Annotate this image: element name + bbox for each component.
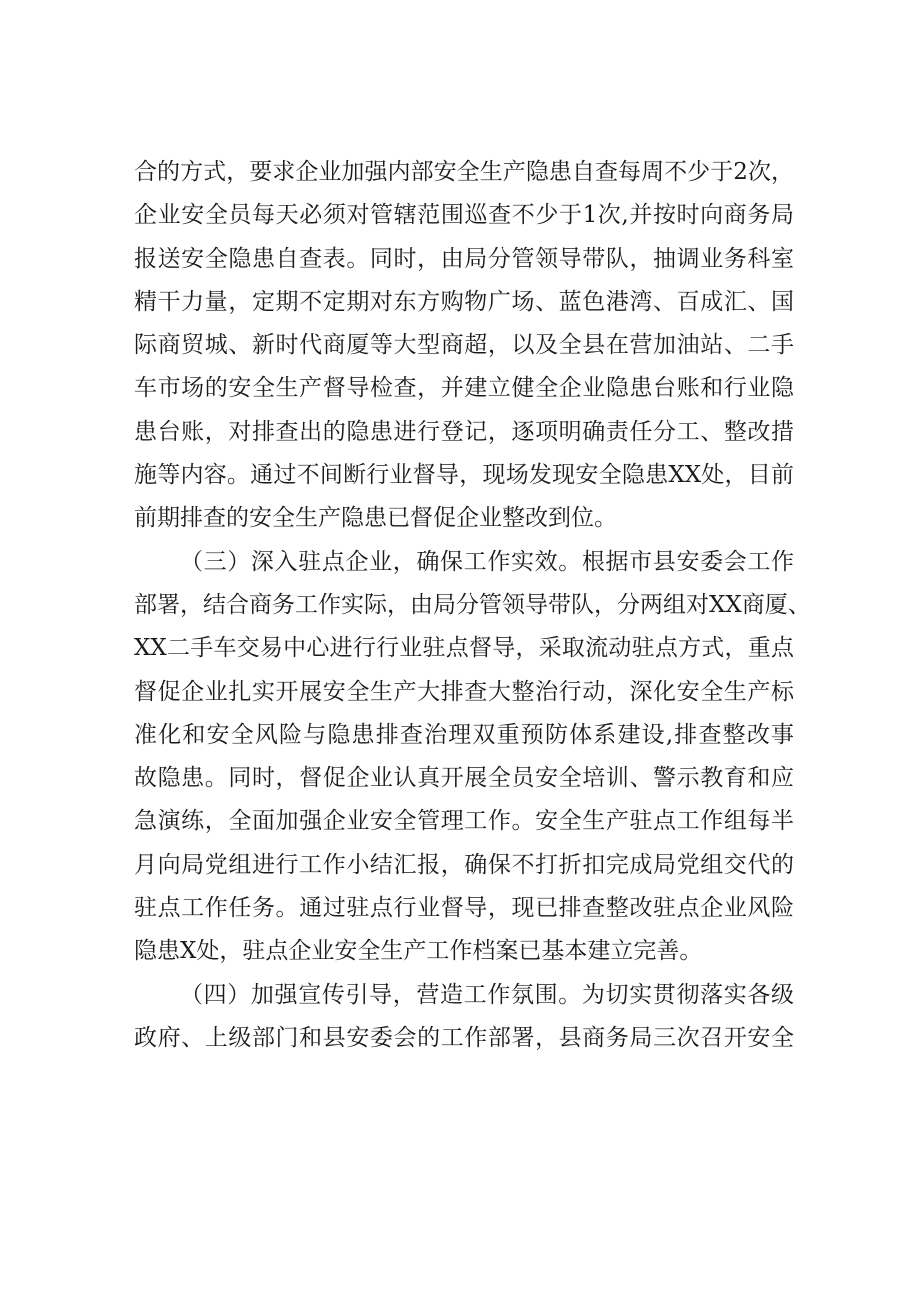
text-line-1: 合的方式，要求企业加强内部安全生产隐患自查每周不少于2次， xyxy=(134,159,794,185)
text-line-12: XX二手车交易中心进行行业驻点督导，采取流动驻点方式，重点 xyxy=(134,635,794,662)
text-line-4: 精干力量，定期不定期对东方购物广场、蓝色港湾、百成汇、国 xyxy=(134,288,794,315)
text-line-7: 患台账，对排查出的隐患进行登记，逐项明确责任分工、整改措 xyxy=(134,418,794,445)
text-line-13: 督促企业扎实开展安全生产大排查大整治行动，深化安全生产标 xyxy=(134,678,794,705)
text-line-11: 部署，结合商务工作实际，由局分管领导带队，分两组对XX商厦、 xyxy=(134,591,811,618)
text-line-20: （四）加强宣传引导，营造工作氛围。为切实贯彻落实各级 xyxy=(180,981,794,1008)
text-line-17: 月向局党组进行工作小结汇报，确保不打折扣完成局党组交代的 xyxy=(134,851,794,878)
text-line-15: 故隐患。同时，督促企业认真开展全员安全培训、警示教育和应 xyxy=(134,765,794,792)
text-line-21: 政府、上级部门和县安委会的工作部署，县商务局三次召开安全 xyxy=(134,1024,794,1051)
text-line-9: 前期排查的安全生产隐患已督促企业整改到位。 xyxy=(134,505,617,532)
text-line-8: 施等内容。通过不间断行业督导，现场发现安全隐患XX处，目前 xyxy=(134,462,794,489)
document-body xyxy=(134,151,811,1060)
text-line-18: 驻点工作任务。通过驻点行业督导，现已排查整改驻点企业风险 xyxy=(134,895,794,922)
text-line-2: 企业安全员每天必须对管辖范围巡查不少于1次,并按时向商务局 xyxy=(134,202,794,229)
text-line-3: 报送安全隐患自查表。同时，由局分管领导带队，抽调业务科室 xyxy=(134,245,794,272)
text-line-6: 车市场的安全生产督导检查，并建立健全企业隐患台账和行业隐 xyxy=(134,375,794,402)
text-line-10: （三）深入驻点企业，确保工作实效。根据市县安委会工作 xyxy=(180,548,794,575)
text-line-16: 急演练，全面加强企业安全管理工作。安全生产驻点工作组每半 xyxy=(134,808,794,835)
text-line-14: 准化和安全风险与隐患排查治理双重预防体系建设,排查整改事 xyxy=(134,721,794,748)
text-line-19: 隐患X处，驻点企业安全生产工作档案已基本建立完善。 xyxy=(134,938,703,965)
text-line-5: 际商贸城、新时代商厦等大型商超，以及全县在营加油站、二手 xyxy=(134,332,794,359)
